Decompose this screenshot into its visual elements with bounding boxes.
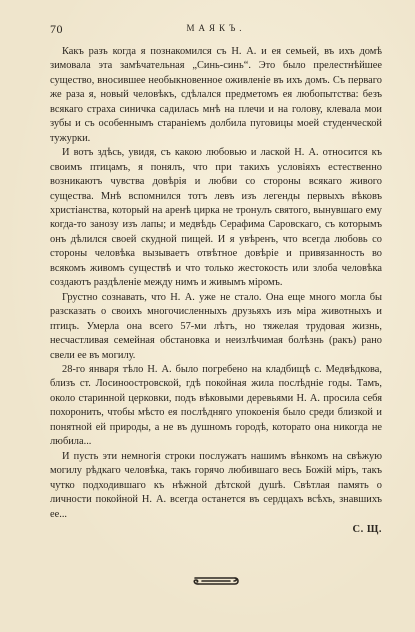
page-number: 70 [50, 22, 63, 36]
paragraph-1: Какъ разъ когда я познакомился съ Н. А. и ея семьей, въ ихъ домѣ зимовала эта замѣчательная „Синь-синь“. Это было прелестнѣйшее существо, вносившее необыкновенное оживленіе въ ихъ домъ. Съ перваго же раза я, новый человѣкъ, сдѣлался предметомъ ея любопытства: безъ всякаго страха синичка садилась мнѣ на плечи и на голову, клевала мои зубы и съ особеннымъ стараніемъ долбила пуговицы моей студенческой тужурки. [50, 46, 382, 144]
article-body [50, 45, 382, 537]
paragraph-5: И пусть эти немногія строки послужатъ нашимъ вѣнкомъ на свѣжую могилу рѣдкаго человѣка, такъ горячо любившаго весь Божій міръ, такъ чутко подходившаго къ нѣжной дѣтской душѣ. Свѣтлая память о личности покойной Н. А. всегда останется въ сердцахъ всѣхъ, знавшихъ ее... [50, 450, 382, 520]
paragraph-4: 28-го января тѣло Н. А. было погребено на кладбищѣ с. Медвѣдкова, близъ ст. Лосиноостровской, гдѣ покойная жила послѣдніе годы. Тамъ, около старинной церковки, подъ вѣковыми деревьями Н. А. просила себя похоронить, чтобы мѣсто ея послѣдняго упокоенія было среди близкой и понятной ей природы, а не въ душномъ городѣ, которато она никогда не любила... [50, 363, 382, 448]
author-signature: С. Щ. [352, 523, 382, 535]
paragraph-3: Грустно сознавать, что Н. А. уже не стало. Она еще много могла бы разсказать о своихъ многочисленныхъ друзьяхъ изъ міра животныхъ и птицъ. Умерла она всего 57-ми лѣтъ, но тяжелая трудовая жизнь, несчастливая семейная обстановка и неизлѣчимая болѣзнь (ракъ) рано свели ее въ могилу. [50, 291, 382, 361]
paragraph-2: И вотъ здѣсь, увидя, съ какою любовью и лаской Н. А. относится къ своимъ птицамъ, я понялъ, что при такихъ условіяхъ естественно возникаютъ чувства довѣрія и любви со стороны всякаго живого существа. Мнѣ вспомнился тотъ левъ изъ легенды первыхъ вѣковъ христіанства, который на аренѣ цирка не тронулъ святого, вынувшаго ему когда-то занозу изъ лапы; и медвѣдь Серафима Саровскаго, съ которымъ онъ дѣлился своей скудной пищей. И я увѣренъ, что всегда любовь со стороны человѣка вызываетъ отвѣтное довѣріе и привязанность во всякомъ живомъ существѣ и что только жестокость или злоба человѣка создаютъ раздѣленіе между нимъ и живымъ міромъ. [50, 147, 382, 289]
page-header [50, 22, 382, 38]
scroll-flourish-ornament-icon [190, 574, 242, 588]
running-title: МАЯКЪ. [186, 23, 246, 33]
